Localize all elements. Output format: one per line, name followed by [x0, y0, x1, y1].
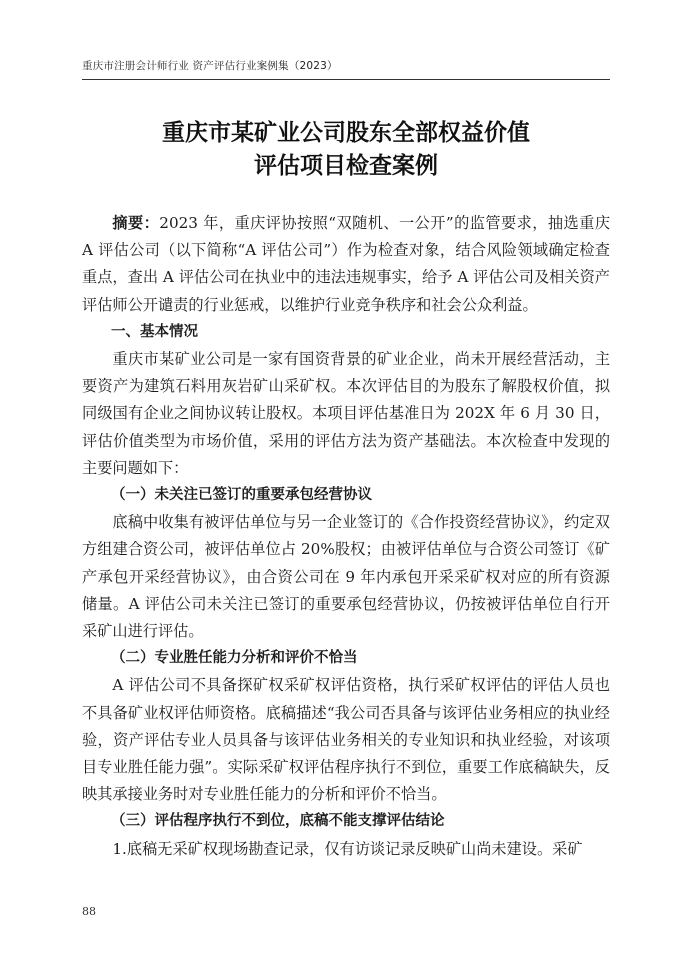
document-body: [82, 210, 610, 863]
running-header: 重庆市注册会计师行业 资产评估行业案例集（2023）: [82, 60, 338, 72]
subsection-heading-2: （二）专业胜任能力分析和评价不恰当: [111, 650, 358, 667]
header-divider: [82, 79, 610, 80]
page-number: 88: [82, 905, 96, 918]
subsection-heading-1: （一）未关注已签订的重要承包经营协议: [111, 487, 372, 504]
document-title: [82, 116, 610, 182]
section-heading-basic-info: 一、基本情况: [111, 323, 198, 340]
abstract-text: 2023 年，重庆评协按照“双随机、一公开”的监管要求，抽选重庆 A 评估公司（以下简称“A 评估公司”）作为检查对象，结合风险领域确定检查重点，查出 A 评估公司在执业中的违法违规事实，给予 A 评估公司及相关资产评估师公开谴责的行业惩戒，以维护行业竞争秩序和社会公众利益。: [82, 214, 611, 314]
subsection-paragraph-2: A 评估公司不具备探矿权采矿权评估资格，执行采矿权评估的评估人员也不具备矿业权评估师资格。底稿描述“我公司否具备与该评估业务相应的执业经验，资产评估专业人员具备与该评估业务相关的专业知识和执业经验，对该项目专业胜任能力强”。实际采矿权评估程序执行不到位，重要工作底稿缺失，反映其承接业务时对专业胜任能力的分析和评价不恰当。: [82, 676, 610, 804]
subsection-paragraph-3: 1.底稿无采矿权现场勘查记录，仅有访谈记录反映矿山尚未建设。采矿: [112, 839, 583, 858]
abstract-paragraph: [82, 210, 610, 319]
subsection-paragraph-1: 底稿中收集有被评估单位与另一企业签订的《合作投资经营协议》，约定双方组建合资公司，被评估单位占 20%股权；由被评估单位与合资公司签订《矿产承包开采经营协议》，由合资公司在 9 年内承包开采采矿权对应的所有资源储量。A 评估公司未关注已签订的重要承包经营协议，仍按被评估单位自行开采矿山进行评估。: [82, 513, 610, 641]
title-line-1: 重庆市某矿业公司股东全部权益价值: [162, 119, 530, 146]
subsection-heading-3: （三）评估程序执行不到位，底稿不能支撑评估结论: [111, 813, 445, 830]
abstract-label: 摘要：: [112, 214, 160, 232]
basic-info-paragraph: 重庆市某矿业公司是一家有国资背景的矿业企业，尚未开展经营活动，主要资产为建筑石料用灰岩矿山采矿权。本次评估目的为股东了解股权价值，拟同级国有企业之间协议转让股权。本项目评估基准日为 202X 年 6 月 30 日，评估价值类型为市场价值，采用的评估方法为资产基础法。本次检查中发现的主要问题如下：: [82, 350, 610, 477]
title-line-2: 评估项目检查案例: [254, 152, 438, 179]
